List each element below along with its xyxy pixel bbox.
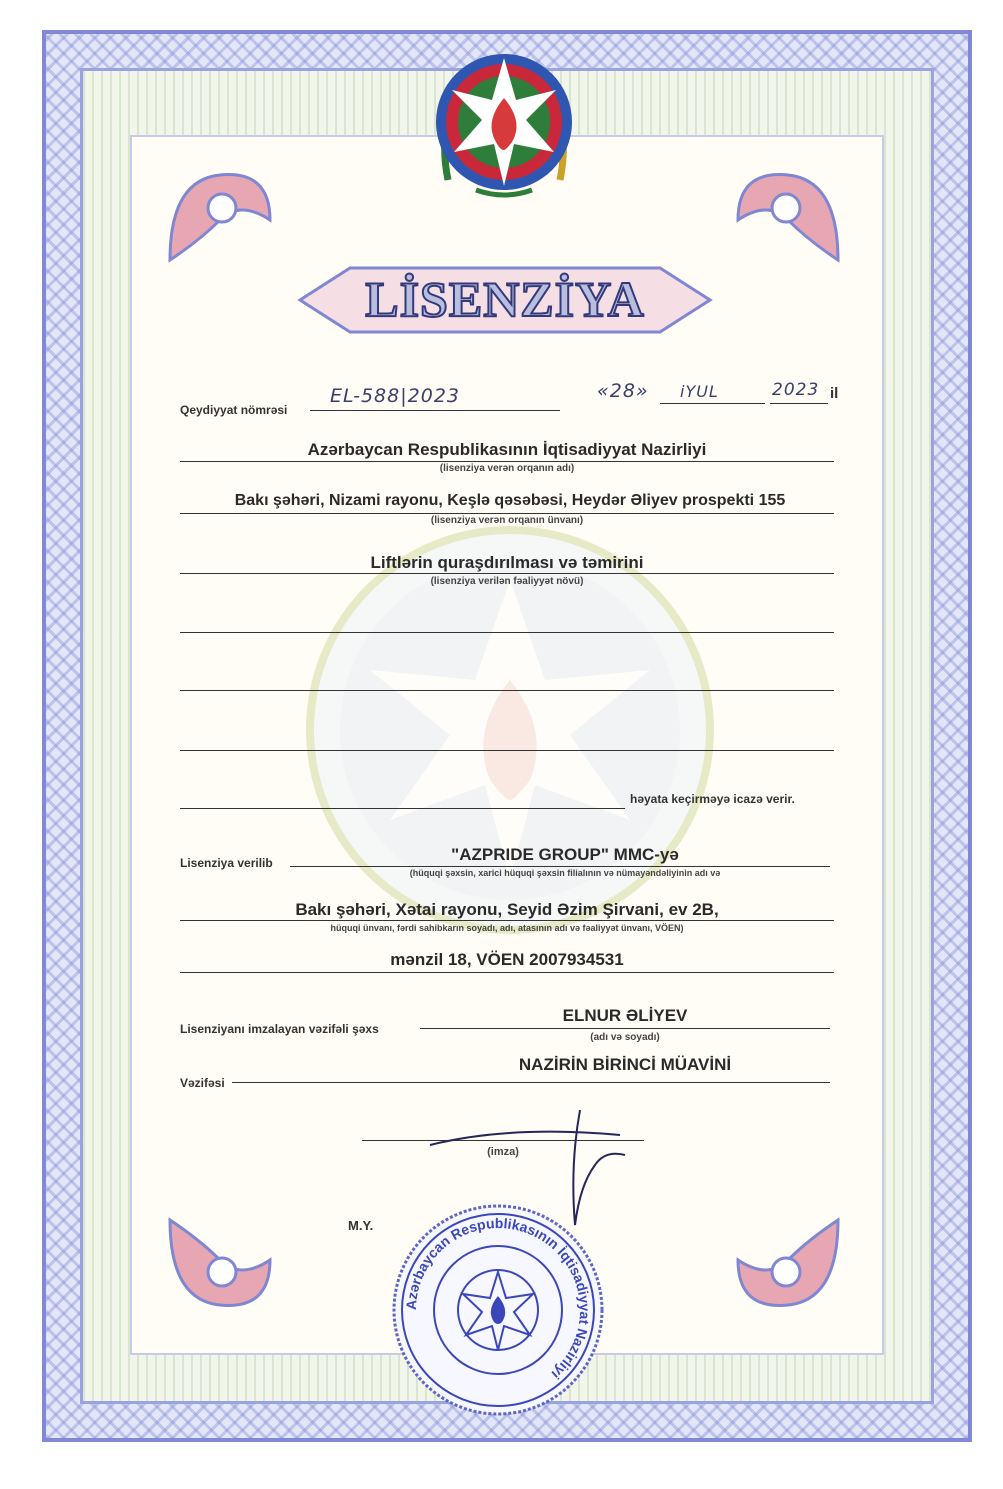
registration-year-suffix: il <box>830 385 839 402</box>
issuer-name-line <box>180 461 834 462</box>
position-line <box>232 1082 830 1083</box>
activity-line <box>180 573 834 574</box>
licensee-label: Lisenziya verilib <box>180 856 273 870</box>
signatory-label: Lisenziyanı imzalayan vəzifəli şəxs <box>180 1022 379 1036</box>
registration-number-label: Qeydiyyat nömrəsi <box>180 403 288 417</box>
blank-line-3 <box>180 750 834 751</box>
corner-ornament-bottom-right <box>728 1210 848 1320</box>
issuer-address: Bakı şəhəri, Nizami rayonu, Keşlə qəsəbəsi, Heydər Əliyev prospekti 155 <box>234 492 786 509</box>
blank-line-4 <box>180 808 625 809</box>
signatory-line <box>420 1028 830 1029</box>
registration-month-line <box>660 403 765 404</box>
seal-place-label: M.Y. <box>348 1218 374 1233</box>
official-stamp <box>388 1200 608 1420</box>
registration-number-value: EL-588|2023 <box>330 385 460 407</box>
corner-ornament-top-right <box>728 160 848 270</box>
licensee-address-line <box>180 920 834 921</box>
registration-year-line <box>770 403 828 404</box>
issuer-address-caption: (lisenziya verən orqanın ünvanı) <box>430 515 584 526</box>
issuer-name: Azərbaycan Respublikasının İqtisadiyyat Nazirliyi <box>307 440 707 459</box>
licensee-address-line1: Bakı şəhəri, Xətai rayonu, Seyid Əzim Şirvani, ev 2B, <box>295 900 719 919</box>
position-label: Vəzifəsi <box>180 1076 225 1090</box>
signatory-name-caption: (adı və soyadı) <box>590 1032 660 1043</box>
issuer-address-line <box>180 513 834 514</box>
registration-number-line <box>310 410 560 411</box>
blank-line-2 <box>180 690 834 691</box>
registration-year: 2023 <box>772 380 820 400</box>
signatory-name: ELNUR ƏLİYEV <box>562 1006 688 1025</box>
registration-day: «28» <box>597 380 649 402</box>
licensee-name-caption: (hüquqi şəxsin, xarici hüquqi şəxsin filialının və nümayəndəliyinin adı və <box>409 868 721 878</box>
licensee-name: "AZPRIDE GROUP" MMC-yə <box>451 845 679 864</box>
document-title: LİSENZİYA <box>365 271 645 327</box>
signature-caption: (imza) <box>487 1146 519 1158</box>
issuer-name-caption: (lisenziya verən orqanın adı) <box>439 463 575 474</box>
corner-ornament-bottom-left <box>160 1210 280 1320</box>
licensee-address-line2: mənzil 18, VÖEN 2007934531 <box>390 950 624 969</box>
licensee-address-line2-line <box>180 972 834 973</box>
national-emblem <box>428 40 580 215</box>
position-value: NAZİRİN BİRİNCİ MÜAVİNİ <box>518 1055 732 1074</box>
corner-ornament-top-left <box>160 160 280 270</box>
licensee-line <box>290 866 830 867</box>
seal-text: Azərbaycan Respublikasının İqtisadiyyat Nazirliyi <box>402 1214 594 1383</box>
licensee-address-caption: hüquqi ünvanı, fərdi sahibkarın soyadı, adı, atasının adı və fəaliyyət ünvanı, VÖEN) <box>330 923 684 933</box>
activity-type: Liftlərin quraşdırılması və təmirini <box>370 553 644 572</box>
activity-closing: həyata keçirməyə icazə verir. <box>630 792 795 806</box>
activity-caption: (lisenziya verilən fəaliyyət növü) <box>430 576 584 587</box>
blank-line-1 <box>180 632 834 633</box>
registration-month: iYUL <box>680 382 719 401</box>
